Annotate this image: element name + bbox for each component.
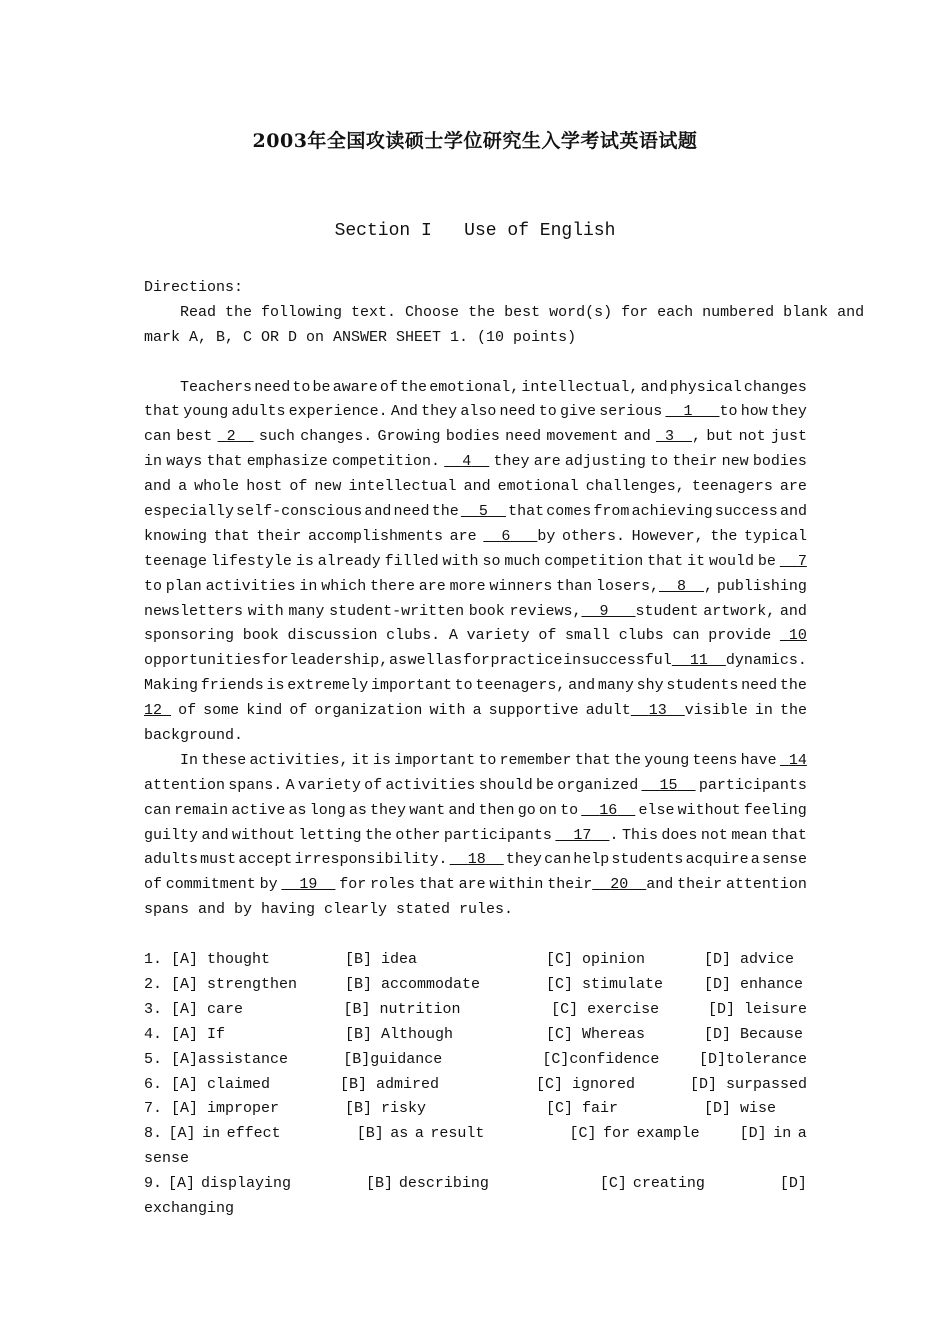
passage-line: can remain active as long as they want and then go on to 16 else without feeling: [144, 801, 807, 819]
blank-13: 13: [648, 702, 667, 720]
blank-17: 17: [573, 826, 592, 844]
passage-line: Teachers need to be aware of the emotional, intellectual, and physical changes: [144, 378, 807, 396]
passage-line: adults must accept irresponsibility. 18 they can help students acquire a sense: [144, 851, 807, 869]
blank-11: 11: [689, 652, 708, 670]
blank-10: 10: [788, 627, 807, 645]
directions-label: Directions:: [144, 279, 244, 296]
directions-line-1: Read the following text. Choose the best word(s) for each numbered blank and: [180, 303, 865, 321]
passage-line: that young adults experience. And they also need to give serious 1 to how they: [144, 403, 807, 421]
blank-15: 15: [659, 776, 678, 794]
passage-line: sponsoring book discussion clubs. A variety of small clubs can provide 10: [144, 627, 807, 645]
option-row: 5. [A]assistance [B]guidance [C]confidence [D]tolerance: [144, 1050, 807, 1068]
blank-16: 16: [599, 801, 618, 819]
option-row: 3. [A] care [B] nutrition [C] exercise [D] leisure: [144, 1000, 807, 1018]
passage-line: teenage lifestyle is already filled with so much competition that it would be 7: [144, 552, 807, 570]
passage-line: especially self-conscious and need the 5 that comes from achieving success and: [144, 503, 807, 521]
blank-8: 8: [677, 577, 687, 595]
option-row: 1. [A] thought [B] idea [C] opinion [D] advice: [144, 951, 795, 969]
blank-6: 6: [501, 527, 511, 545]
blank-3: 3: [665, 428, 675, 446]
option-row: 2. [A] strengthen [B] accommodate [C] stimulate [D] enhance: [144, 975, 804, 993]
passage-line: opportunities for leadership, as well as for practice in successful 11 dynamics.: [144, 652, 807, 670]
passage-line: Making friends is extremely important to teenagers, and many shy students need the: [144, 677, 807, 695]
option-row-wrap: sense: [144, 1150, 190, 1168]
blank-9: 9: [599, 602, 609, 620]
passage-line: can best 2 such changes. Growing bodies need movement and 3 , but not just: [144, 428, 807, 446]
passage-line: 12 of some kind of organization with a supportive adult 13 visible in the: [144, 702, 807, 720]
passage-line: background.: [144, 727, 244, 745]
blank-14: 14: [788, 751, 807, 769]
blank-18: 18: [467, 851, 486, 869]
directions-line-2: mark A, B, C OR D on ANSWER SHEET 1. (10 points): [144, 328, 577, 346]
passage-line: spans and by having clearly stated rules.: [144, 901, 514, 919]
passage-line: guilty and without letting the other participants 17 . This does not mean that: [144, 826, 807, 844]
blank-5: 5: [478, 503, 488, 521]
blank-2: 2: [226, 428, 236, 446]
blank-4: 4: [462, 453, 472, 471]
option-row: 7. [A] improper [B] risky [C] fair [D] wise: [144, 1100, 777, 1118]
exam-title: 2003年全国攻读硕士学位研究生入学考试英语试题: [252, 130, 698, 152]
passage-line: in ways that emphasize competition. 4 they are adjusting to their new bodies: [144, 453, 807, 471]
passage-line: to plan activities in which there are more winners than losers, 8 , publishing: [144, 577, 807, 595]
spacer: [144, 923, 807, 948]
passage-line: newsletters with many student-written book reviews, 9 student artwork, and: [144, 602, 807, 620]
option-row: 6. [A] claimed [B] admired [C] ignored [D] surpassed: [144, 1075, 808, 1093]
passage-line: of commitment by 19 for roles that are within their 20 and their attention: [144, 876, 807, 894]
passage-line: attention spans. A variety of activities should be organized 15 participants: [144, 776, 807, 794]
blank-7: 7: [797, 552, 807, 570]
option-row: 9. [A] displaying [B] describing [C] creating [D]: [144, 1175, 807, 1193]
option-row: 4. [A] If [B] Although [C] Whereas [D] Because: [144, 1025, 804, 1043]
options-list: [144, 948, 807, 1222]
section-heading: Section I Use of English: [334, 221, 616, 241]
passage-line: knowing that their accomplishments are 6 by others. However, the typical: [144, 527, 807, 545]
option-row-wrap: exchanging: [144, 1199, 235, 1217]
blank-1: 1: [683, 403, 693, 421]
option-row: 8. [A] in effect [B] as a result [C] for example [D] in a: [144, 1125, 807, 1143]
document-body: [144, 276, 865, 1222]
passage-line: and a whole host of new intellectual and emotional challenges, teenagers are: [144, 478, 807, 496]
passage: [144, 376, 807, 924]
blank-20: 20: [610, 876, 629, 894]
blank-12: 12: [144, 702, 163, 720]
blank-19: 19: [299, 876, 318, 894]
spacer: [144, 351, 807, 376]
passage-line: In these activities, it is important to remember that the young teens have 14: [144, 751, 807, 769]
